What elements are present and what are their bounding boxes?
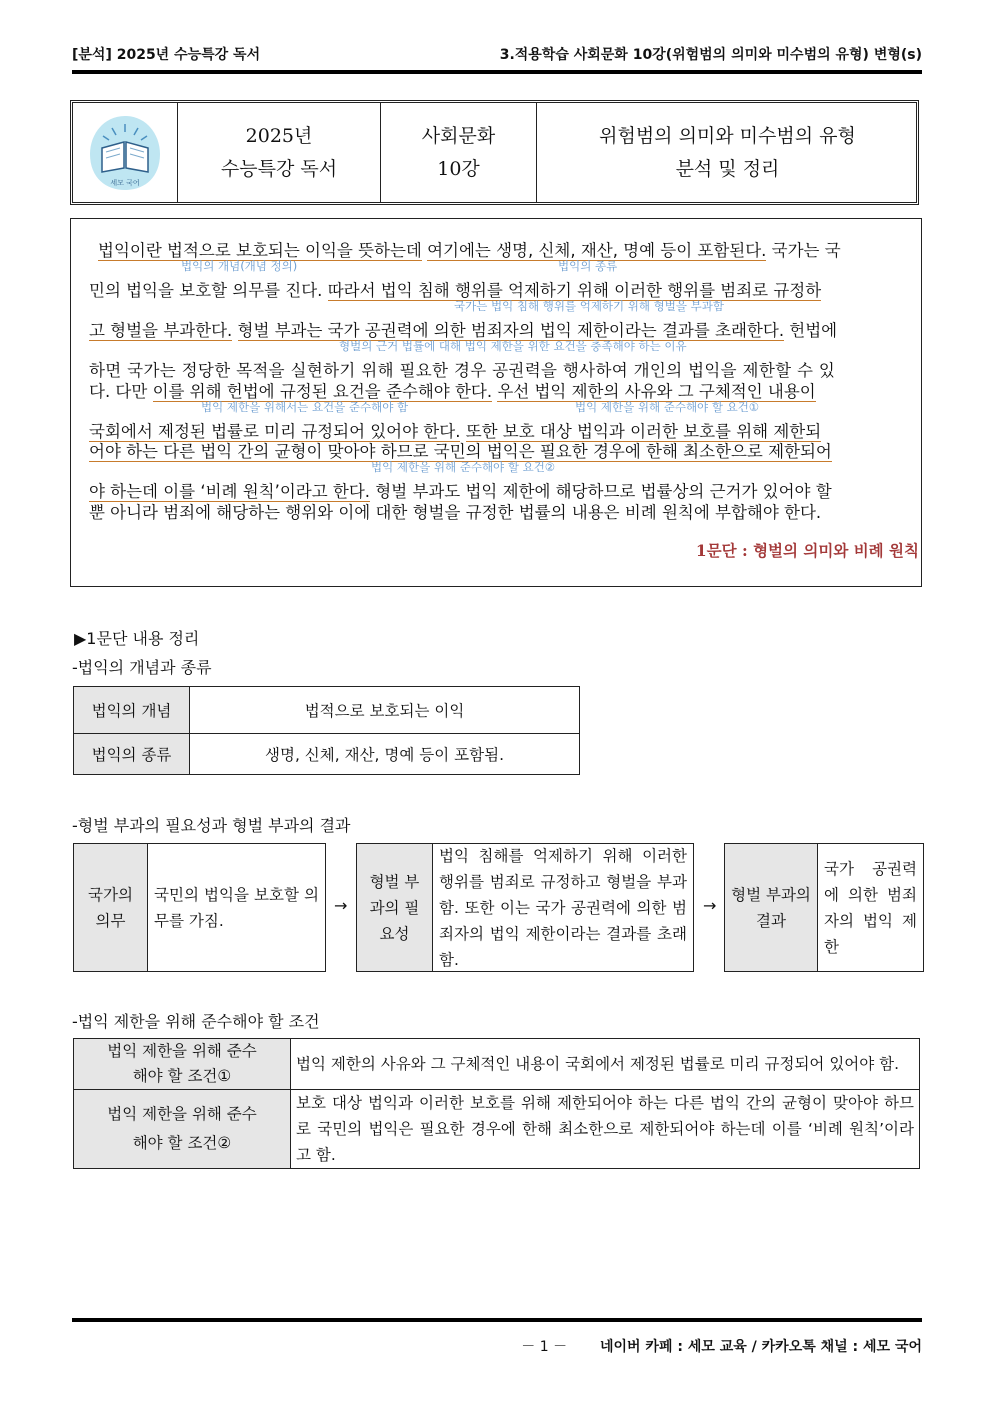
underline-segment: 법익이란 법적으로 보호되는 이익을 뜻하는데 [98, 241, 422, 260]
note-1: 법익의 개념(개념 정의) [181, 259, 298, 273]
underline-segment: 우선 법익 제한의 사유와 그 구체적인 내용이 [497, 382, 816, 401]
passage-line-9: 뿐 아니라 범죄에 해당하는 행위와 이에 대한 형벌을 규정한 법률의 내용은 비례 원칙에 부합해야 한다. [89, 503, 822, 522]
logo-text: 세모 국어 [110, 178, 140, 187]
text-segment: 다. 다만 [89, 382, 153, 401]
underline-segment: 고 형벌을 부과한다. [89, 321, 233, 340]
text-segment: 형벌 부과도 법익 제한에 해당하므로 법률상의 근거가 있어야 할 [370, 482, 832, 501]
underline-segment: 이를 위해 헌법에 규정된 요건을 준수해야 한다. [152, 382, 493, 401]
page-footer [521, 1336, 922, 1356]
footer-divider [72, 1318, 922, 1322]
title-lesson: 10강 [437, 157, 480, 180]
table-row [74, 1090, 920, 1169]
underline-segment: 어야 하는 다른 법익 간의 균형이 맞아야 하므로 국민의 법익은 필요한 경우에 한해 최소한으로 제한되어 [89, 442, 832, 461]
passage-box [70, 218, 922, 587]
table-cell-value: 보호 대상 법익과 이러한 보호를 위해 제한되어야 하는 다른 법익 간의 균형이 맞아야 하므로 국민의 법익은 필요한 경우에 한해 최소한으로 제한되어야 하는데 이를 ‘비례 원칙’이라고 함. [291, 1090, 920, 1169]
note-2: 법익의 종류 [558, 259, 618, 273]
page-header [72, 44, 922, 64]
table-row [74, 687, 580, 734]
table-row [74, 734, 580, 775]
underline-segment: 야 하는데 이를 ‘비례 원칙’이라고 한다. [89, 482, 371, 501]
subheading-3: -법익 제한을 위해 준수해야 할 조건 [72, 1012, 320, 1031]
title-book: 수능특강 독서 [220, 157, 338, 180]
title-cell-topic [537, 103, 918, 202]
underline-segment: 따라서 법익 침해 행위를 억제하기 위해 이러한 행위를 범죄로 규정하 [327, 281, 822, 300]
text-segment [232, 321, 237, 340]
note-4: 형벌의 근거 법률에 대해 법익 제한을 위한 요건을 충족해야 하는 이유 [339, 339, 687, 353]
title-subject: 사회문화 [421, 124, 496, 147]
arrow-icon: → [703, 896, 717, 915]
flow-body: 국민의 법익을 보호할 의무를 가짐. [154, 885, 319, 930]
text-segment: 국가는 국 [766, 241, 841, 260]
flow-box-necessity [356, 843, 694, 972]
flow-body: 국가 공권력에 의한 범죄자의 법익 제한 [824, 859, 917, 956]
underline-segment: 여기에는 생명, 신체, 재산, 명예 등이 포함된다. [427, 241, 767, 260]
title-cell-unit [381, 103, 537, 202]
note-7: 법익 제한을 위해 준수해야 할 요건② [371, 460, 556, 474]
header-right: 3.적용학습 사회문화 10강(위험범의 의미와 미수범의 유형) 변형(s) [499, 47, 922, 63]
note-5: 법익 제한을 위해서는 요건을 준수해야 함 [201, 400, 409, 414]
table-row [74, 1039, 920, 1090]
title-year: 2025년 [245, 124, 313, 147]
section-heading: ▶1문단 내용 정리 [74, 629, 200, 648]
underline-segment: 형벌 부과는 국가 공권력에 의한 범죄자의 법익 제한이라는 결과를 초래한다. [237, 321, 785, 340]
table-cell-label: 법익의 종류 [74, 734, 190, 775]
table-cell-value: 법익 제한의 사유와 그 구체적인 내용이 국회에서 제정된 법률로 미리 규정되어 있어야 함. [291, 1039, 920, 1090]
underline-segment: 국회에서 제정된 법률로 미리 규정되어 있어야 한다. [89, 422, 461, 441]
page-number: － 1 － [521, 1339, 568, 1355]
table-cell-label: 법익 제한을 위해 준수해야 할 조건① [74, 1039, 291, 1090]
header-divider [72, 70, 922, 74]
arrow-icon: → [334, 896, 348, 915]
flow-head: 국가의 의무 [74, 844, 148, 971]
table-cell-value: 법적으로 보호되는 이익 [190, 687, 580, 734]
text-segment: 헌법에 [784, 321, 838, 340]
flow-body: 법익 침해를 억제하기 위해 이러한 행위를 범죄로 규정하고 형벌을 부과함. 또한 이는 국가 공권력에 의한 범죄자의 법익 제한이라는 결과를 초래함. [439, 846, 687, 969]
subheading-1: -법익의 개념과 종류 [72, 658, 212, 677]
underline-segment: 또한 보호 대상 법익과 이러한 보호를 위해 제한되 [465, 422, 822, 441]
note-3: 국가는 법익 침해 행위를 억제하기 위해 형벌을 부과함 [454, 299, 724, 313]
table-cell-value: 생명, 신체, 재산, 명예 등이 포함됨. [190, 734, 580, 775]
book-logo-icon [86, 112, 164, 194]
subheading-2: -형벌 부과의 필요성과 형벌 부과의 결과 [72, 816, 351, 835]
title-cell-book [178, 103, 381, 202]
footer-text: 네이버 카페 : 세모 교육 / 카카오톡 채널 : 세모 국어 [599, 1339, 922, 1355]
note-6: 법익 제한을 위해 준수해야 할 요건① [575, 400, 760, 414]
table-cell-label: 법익 제한을 위해 준수해야 할 조건② [74, 1090, 291, 1169]
text-segment: 민의 법익을 보호할 의무를 진다. [89, 281, 328, 300]
table-cell-label: 법익의 개념 [74, 687, 190, 734]
header-left: [분석] 2025년 수능특강 독서 [72, 47, 261, 63]
flow-box-duty [73, 843, 326, 972]
passage-line-4: 하면 국가는 정당한 목적을 실현하기 위해 필요한 경우 공권력을 행사하여 개인의 법익을 제한할 수 있 [89, 361, 836, 380]
logo-cell [73, 103, 178, 202]
title-analysis: 분석 및 정리 [675, 157, 780, 180]
title-topic: 위험범의 의미와 미수범의 유형 [599, 124, 856, 147]
flow-head: 형벌 부과의 필요성 [357, 844, 433, 971]
title-box [70, 100, 919, 205]
concept-table [73, 686, 580, 775]
paragraph-summary: 1문단 : 형벌의 의미와 비례 원칙 [695, 541, 919, 560]
flow-head: 형벌 부과의 결과 [725, 844, 818, 971]
flow-box-result [724, 843, 924, 972]
condition-table [73, 1038, 920, 1169]
